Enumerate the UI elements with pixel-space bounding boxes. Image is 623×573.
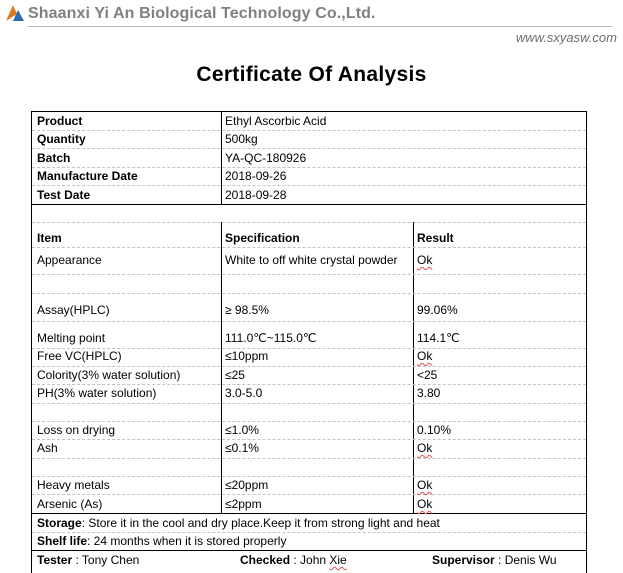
supervisor-label: Supervisor — [432, 553, 495, 567]
result-column-divider — [413, 222, 414, 513]
test-item: Colority(3% water solution) — [37, 368, 181, 382]
test-specification: White to off white crystal powder — [225, 253, 398, 267]
company-logo-icon — [4, 3, 26, 23]
notes-bottom-border — [32, 550, 586, 551]
column-header-item: Item — [37, 231, 62, 245]
row-divider — [32, 185, 586, 186]
test-date-value: 2018-09-28 — [225, 188, 287, 202]
row-divider — [32, 130, 586, 131]
row-divider — [32, 293, 586, 294]
test-specification: ≤0.1% — [225, 441, 259, 455]
tester-label: Tester — [37, 553, 73, 567]
product-value — [225, 114, 326, 128]
test-result: Ok — [417, 349, 433, 363]
storage-text: : Store it in the cool and dry place.Keep it from strong light and heat — [81, 516, 440, 530]
product-label: Product — [37, 114, 83, 128]
test-date-label: Test Date — [37, 188, 91, 202]
checked-name: Xie — [329, 553, 347, 567]
row-divider — [32, 384, 586, 385]
row-divider — [32, 458, 586, 459]
column-header-specification: Specification — [225, 231, 300, 245]
manufacture-date-value: 2018-09-26 — [225, 169, 287, 183]
row-divider — [32, 274, 586, 275]
company-name: Shaanxi Yi An Biological Technology Co.,Ltd. — [28, 5, 376, 22]
test-item: Melting point — [37, 331, 106, 345]
test-result: 3.80 — [417, 386, 441, 400]
batch-label: Batch — [37, 151, 71, 165]
info-bottom-border — [32, 204, 586, 205]
test-item: Heavy metals — [37, 478, 110, 492]
header-divider — [28, 26, 612, 27]
quantity-value: 500kg — [225, 132, 258, 146]
test-specification: ≤20ppm — [225, 478, 269, 492]
product-value-text: Ethyl Ascorbic Acid — [225, 114, 327, 128]
spec-column-divider — [221, 222, 222, 513]
row-divider — [32, 321, 586, 322]
test-item: Arsenic (As) — [37, 497, 103, 511]
row-divider — [32, 439, 586, 440]
row-divider — [32, 222, 586, 223]
shelf-life-note — [37, 534, 286, 548]
test-specification: ≤1.0% — [225, 423, 259, 437]
test-result: Ok — [417, 497, 433, 511]
tests-bottom-border — [32, 513, 586, 514]
row-divider — [32, 494, 586, 495]
test-item: Ash — [37, 441, 58, 455]
test-specification: ≤2ppm — [225, 497, 262, 511]
batch-value: YA-QC-180926 — [225, 151, 307, 165]
test-result: <25 — [417, 368, 438, 382]
test-result: Ok — [417, 441, 433, 455]
column-header-result: Result — [417, 231, 454, 245]
row-divider — [32, 476, 586, 477]
company-website: www.sxyasw.com — [515, 30, 617, 45]
test-specification: 111.0℃~115.0℃ — [225, 331, 317, 345]
row-divider — [32, 403, 586, 404]
test-specification: 3.0-5.0 — [225, 386, 263, 400]
tester-signature — [37, 553, 139, 567]
test-result: 0.10% — [417, 423, 452, 437]
row-divider — [32, 421, 586, 422]
row-divider — [32, 167, 586, 168]
checker-signature — [240, 553, 347, 567]
test-item: Free VC(HPLC) — [37, 349, 122, 363]
storage-note — [37, 516, 440, 530]
supervisor-signature — [432, 553, 557, 567]
quantity-label: Quantity — [37, 132, 86, 146]
info-column-divider — [221, 112, 222, 204]
shelf-life-text: : 24 months when it is stored properly — [87, 534, 287, 548]
test-result: Ok — [417, 253, 433, 267]
row-divider — [32, 532, 586, 533]
manufacture-date-label: Manufacture Date — [37, 169, 138, 183]
test-item: Assay(HPLC) — [37, 303, 110, 317]
checked-prefix: : John — [290, 553, 330, 567]
test-result: Ok — [417, 478, 433, 492]
letterhead — [0, 0, 623, 52]
test-specification: ≥ 98.5% — [225, 303, 269, 317]
row-divider — [32, 366, 586, 367]
shelf-life-label: Shelf life — [37, 534, 88, 548]
row-divider — [32, 247, 586, 248]
coa-table — [31, 111, 587, 573]
supervisor-name: : Denis Wu — [494, 553, 557, 567]
test-specification: ≤25 — [225, 368, 245, 382]
tester-name: : Tony Chen — [72, 553, 140, 567]
test-item: Appearance — [37, 253, 102, 267]
row-divider — [32, 148, 586, 149]
test-item: PH(3% water solution) — [37, 386, 157, 400]
document-title: Certificate Of Analysis — [196, 63, 427, 86]
test-item: Loss on drying — [37, 423, 116, 437]
checked-label: Checked — [240, 553, 291, 567]
test-specification: ≤10ppm — [225, 349, 269, 363]
test-result: 114.1℃ — [417, 331, 460, 345]
test-result: 99.06% — [417, 303, 458, 317]
storage-label: Storage — [37, 516, 82, 530]
